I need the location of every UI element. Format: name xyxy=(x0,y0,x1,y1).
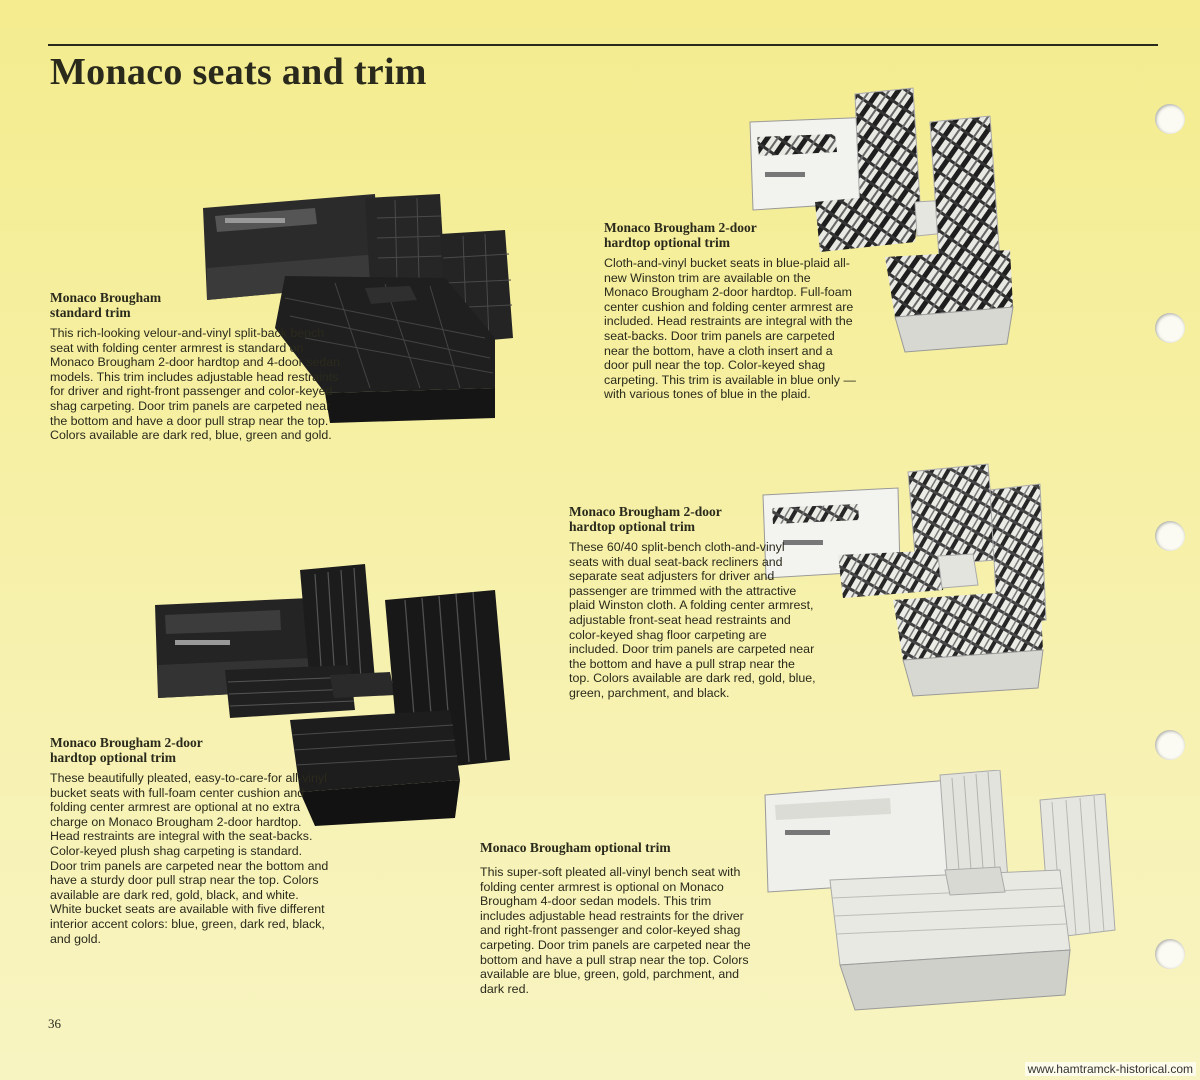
binder-hole xyxy=(1155,521,1185,551)
site-watermark: www.hamtramck-historical.com xyxy=(1025,1062,1196,1076)
binder-hole xyxy=(1155,730,1185,760)
top-rule xyxy=(48,44,1158,46)
page-number: 36 xyxy=(48,1016,61,1031)
photo-pleated-vinyl-bench-seat xyxy=(760,770,1125,1020)
section-heading: Monaco Brougham standard trim xyxy=(50,290,162,320)
section-body: This rich-looking velour-and-vinyl split-back bench seat with folding center armrest is standard on Monaco Brougham 2-door hardtop and 4-door sedan models. This trim includes adjustable head restraints for driver and right-front passenger and color-keyed shag carpeting. Door trim panels are carpeted near the bottom and have a door pull strap near the top. Colors available are dark red, blue, green and gold. xyxy=(50,326,340,443)
section-body: Cloth-and-vinyl bucket seats in blue-plaid all-new Winston trim are available on the Monaco Brougham 2-door hardtop. Full-foam center cushion and folding center armrest are included. Head restraints are integral with the seat-backs. Door trim panels are carpeted near the bottom, have a cloth insert and a door pull near the top. Color-keyed shag carpeting. This trim is available in blue only — with various tones of blue in the plaid. xyxy=(604,256,856,402)
binder-hole xyxy=(1155,939,1185,969)
section-heading: Monaco Brougham 2-door hardtop optional trim xyxy=(604,220,757,250)
section-hardtop-pleated-bucket-trim xyxy=(50,735,330,946)
section-heading: Monaco Brougham optional trim xyxy=(480,840,671,855)
section-hardtop-plaid-bucket-trim xyxy=(604,220,856,402)
section-heading: Monaco Brougham 2-door hardtop optional trim xyxy=(50,735,203,765)
section-brougham-optional-bench-trim xyxy=(480,840,752,996)
section-body: These 60/40 split-bench cloth-and-vinyl seats with dual seat-back recliners and separate seat adjusters for driver and passenger are trimmed with the attractive plaid Winston cloth. A folding center armrest, adjustable front-seat head restraints and color-keyed shag floor carpeting are included. Door trim panels are carpeted near the bottom and have a pull strap near the top. Colors available are dark red, gold, blue, green, parchment, and black. xyxy=(569,540,816,700)
section-hardtop-split-bench-trim xyxy=(569,504,817,701)
section-body: This super-soft pleated all-vinyl bench seat with folding center armrest is optional on Monaco Brougham 4-door sedan models. This trim includes adjustable head restraints for the driver and right-front passenger and color-keyed shag carpeting. Door trim panels are carpeted near the bottom and have a pull strap near the top. Colors available are blue, green, gold, parchment, and dark red. xyxy=(480,865,751,996)
section-body: These beautifully pleated, easy-to-care-for all-vinyl bucket seats with full-foam center cushion and folding center armrest are optional at no extra charge on Monaco Brougham 2-door hardtop. Head restraints are integral with the seat-backs. Color-keyed plush shag carpeting is standard. Door trim panels are carpeted near the bottom and have a sturdy door pull strap near the top. Colors available are dark red, gold, black, and white. White bucket seats are available with five different interior accent colors: blue, green, dark red, black, and gold. xyxy=(50,771,329,946)
binder-hole xyxy=(1155,313,1185,343)
binder-hole xyxy=(1155,104,1185,134)
page-title: Monaco seats and trim xyxy=(50,51,427,93)
section-heading: Monaco Brougham 2-door hardtop optional trim xyxy=(569,504,722,534)
section-brougham-standard-trim xyxy=(50,290,345,443)
